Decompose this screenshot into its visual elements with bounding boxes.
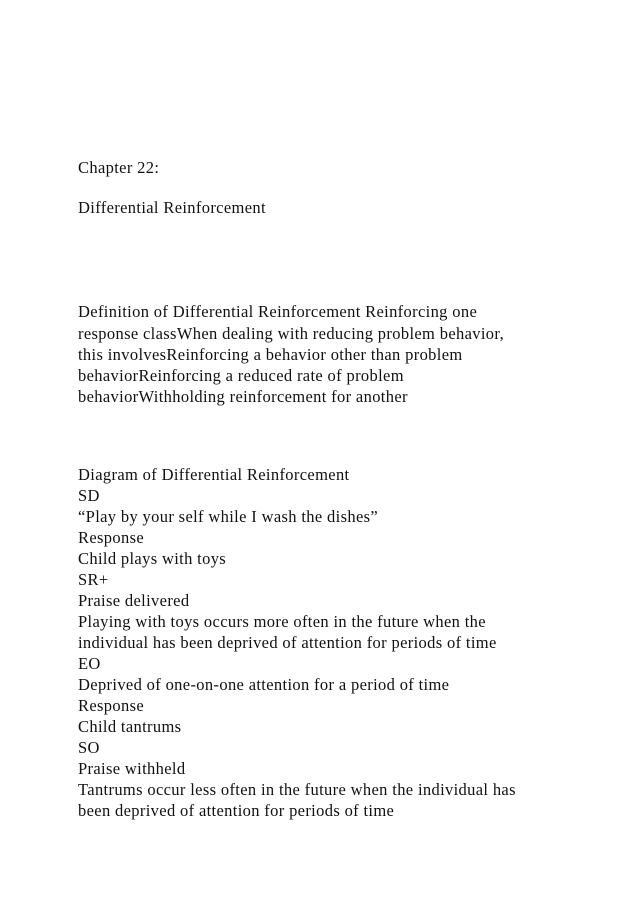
diagram-line: Response — [78, 528, 145, 547]
diagram-line: been deprived of attention for periods of time — [78, 801, 395, 820]
diagram-line: Child tantrums — [78, 717, 182, 736]
diagram-line: Praise delivered — [78, 591, 190, 610]
diagram-line: Child plays with toys — [78, 549, 227, 568]
chapter-title: Differential Reinforcement — [78, 198, 266, 217]
definition-line: behaviorWithholding reinforcement for another — [78, 387, 408, 406]
chapter-heading: Chapter 22: — [78, 158, 160, 177]
diagram-line: SD — [78, 486, 100, 505]
diagram-line: “Play by your self while I wash the dishes” — [78, 507, 379, 526]
diagram-line: Playing with toys occurs more often in the future when the — [78, 612, 486, 631]
definition-line: Definition of Differential Reinforcement Reinforcing one — [78, 302, 478, 321]
diagram-line: Deprived of one-on-one attention for a period of time — [78, 675, 450, 694]
diagram-line: Response — [78, 696, 145, 715]
diagram-line: SO — [78, 738, 100, 757]
diagram-line: SR+ — [78, 570, 109, 589]
diagram-line: Praise withheld — [78, 759, 186, 778]
definition-line: behaviorReinforcing a reduced rate of problem — [78, 366, 404, 385]
diagram-heading: Diagram of Differential Reinforcement — [78, 465, 350, 484]
diagram-line: EO — [78, 654, 101, 673]
diagram-line: individual has been deprived of attention for periods of time — [78, 633, 497, 652]
definition-line: response classWhen dealing with reducing problem behavior, — [78, 324, 505, 343]
definition-line: this involvesReinforcing a behavior other than problem — [78, 345, 463, 364]
diagram-line: Tantrums occur less often in the future when the individual has — [78, 780, 516, 799]
